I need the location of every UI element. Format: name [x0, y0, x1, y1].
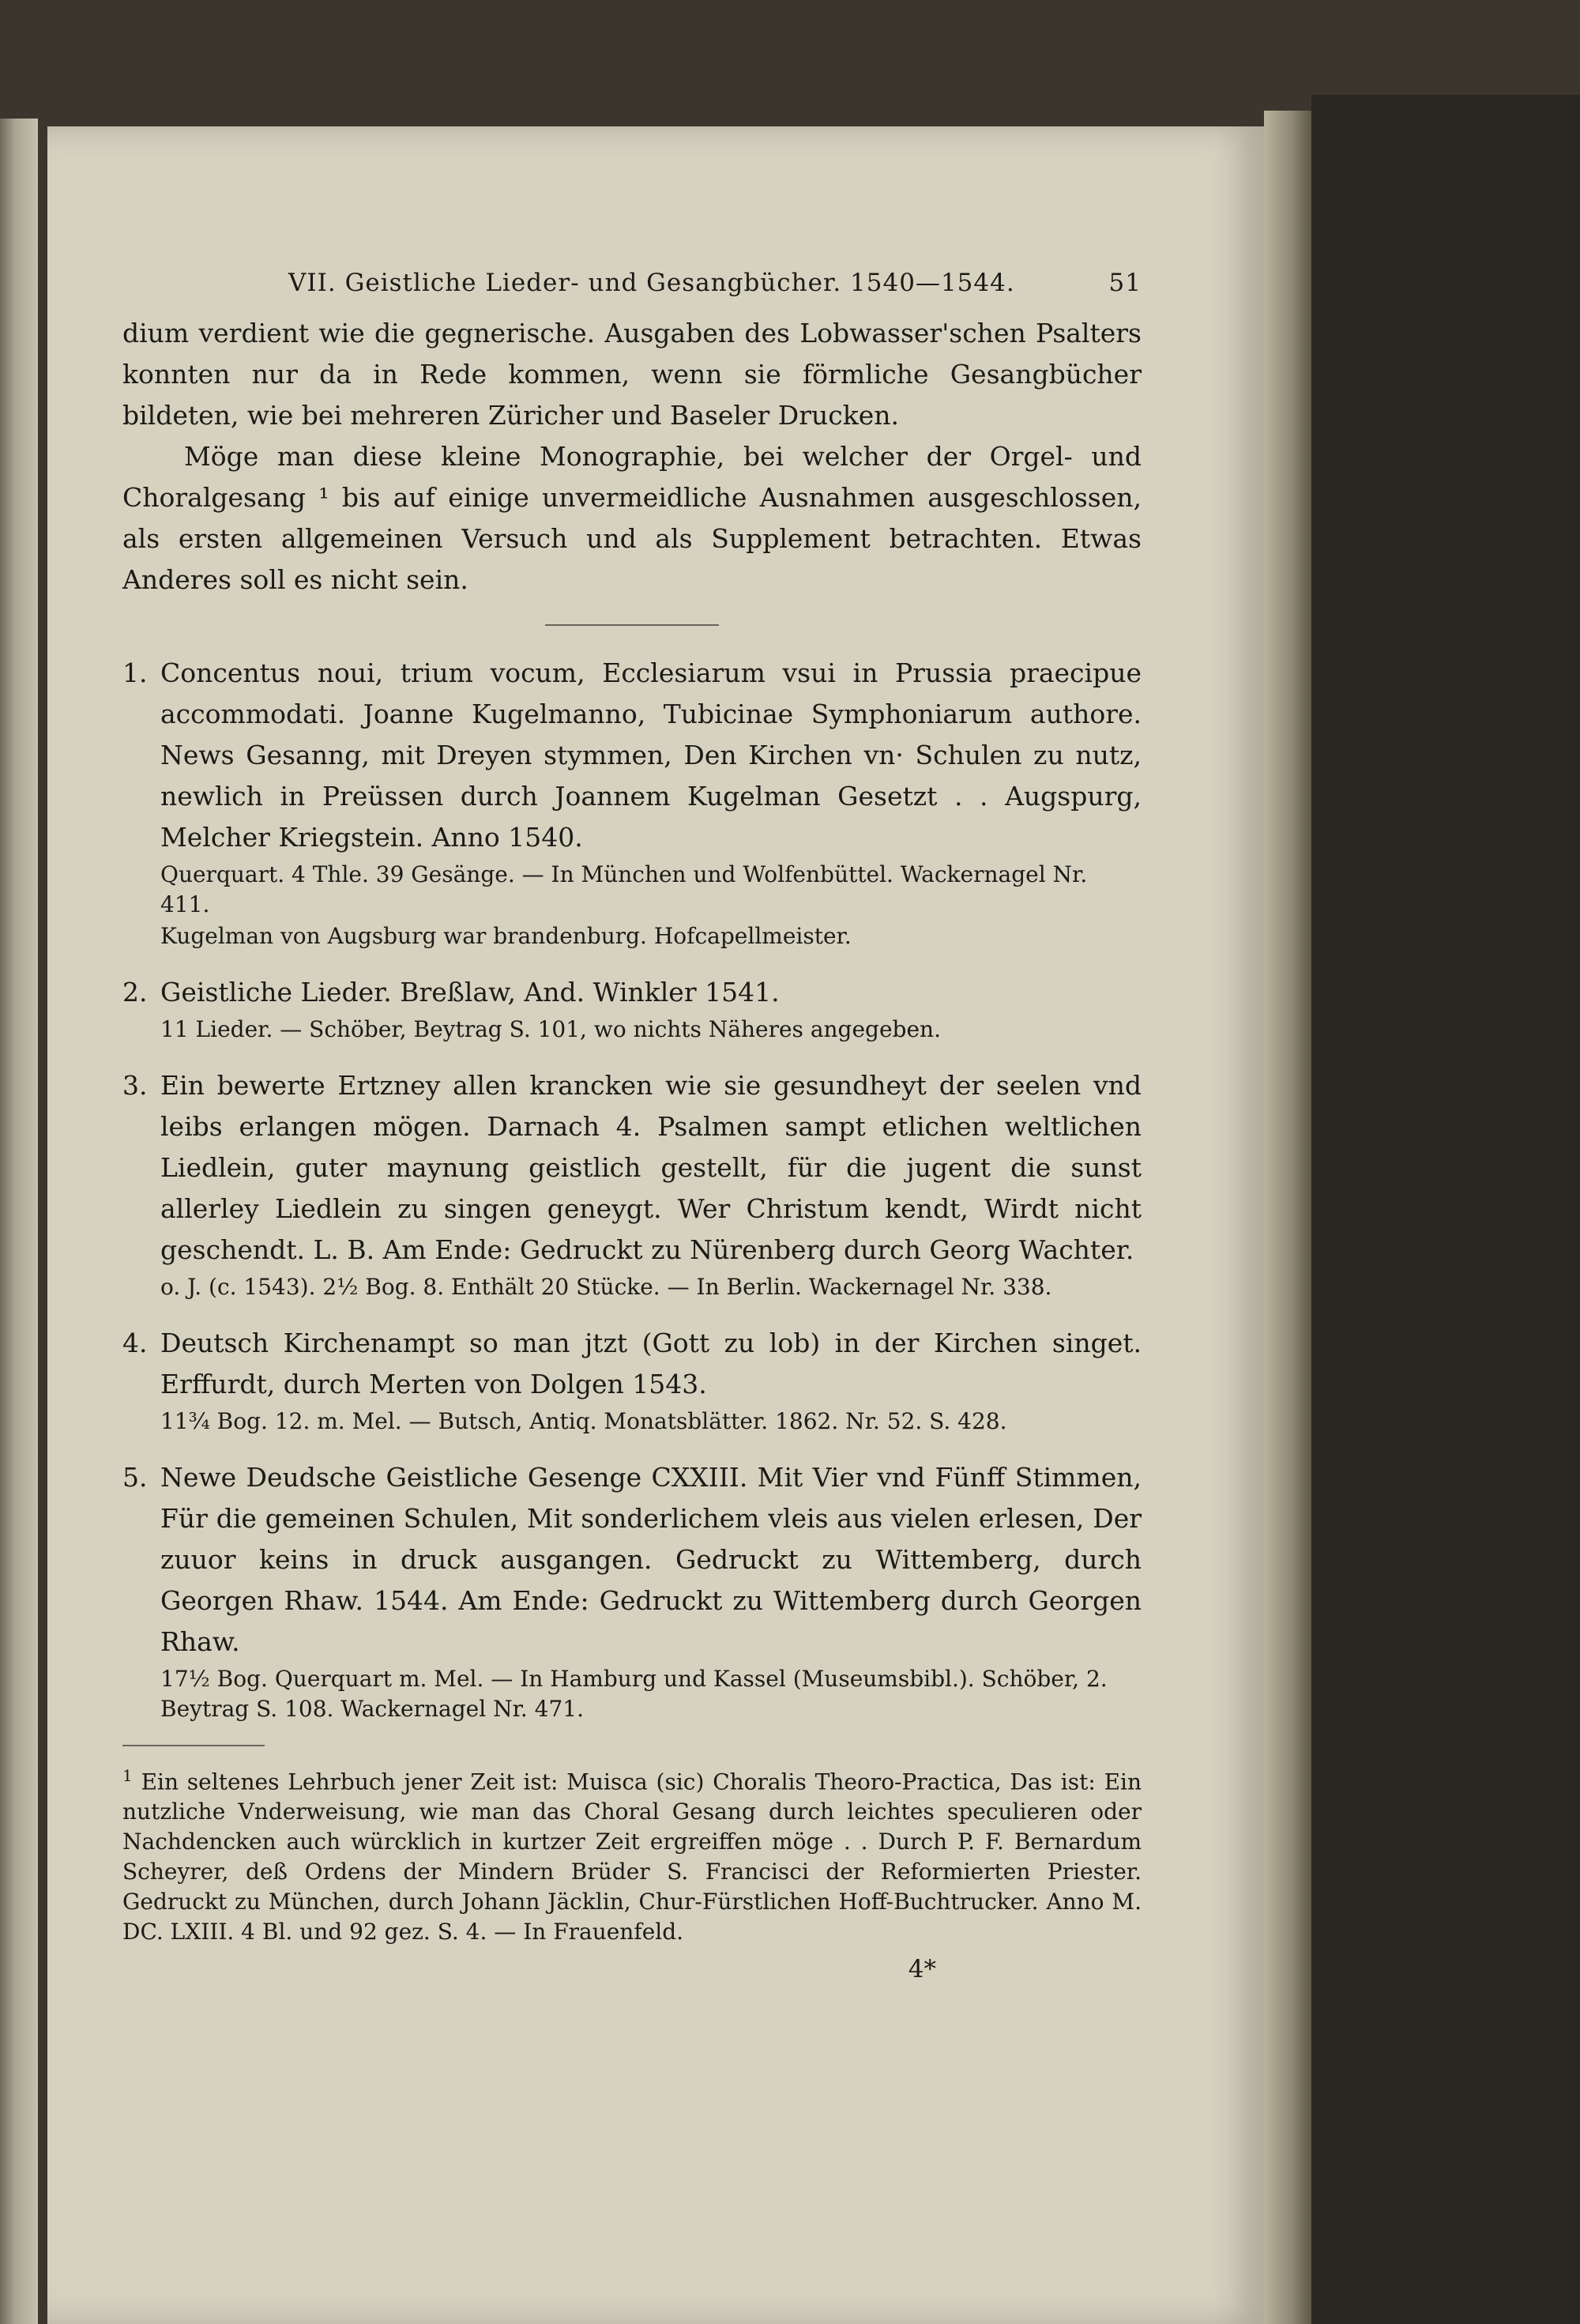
bibliography-entry [122, 1065, 1142, 1302]
entry-note: Querquart. 4 Thle. 39 Gesänge. — In München und Wolfenbüttel. Wackernagel Nr. 411. [160, 861, 1088, 917]
facing-page-edge [0, 119, 38, 2324]
running-title: VII. Geistliche Lieder- und Gesangbücher. 1540—1544. [288, 269, 1015, 297]
page-gutter [1264, 111, 1311, 2324]
signature-mark: 4* [908, 1955, 936, 1984]
entry-note: o. J. (c. 1543). 2½ Bog. 8. Enthält 20 Stücke. — In Berlin. Wackernagel Nr. 338. [160, 1274, 1052, 1300]
footnote-text: Ein seltenes Lehrbuch jener Zeit ist: Muisca (sic) Choralis Theoro-Practica, Das ist: Ein nutzliche Vnderweisung, wie man das Choral Gesang durch leichtes speculieren oder Nachdencken auch würcklich in kurtzer Zeit ergreiffen möge . . Durch P. F. Bernardum Scheyrer, deß Ordens der Mindern Brüder S. Francisci der Reformierten Priester. Gedruckt zu München, durch Johann Jäcklin, Chur-Fürstlichen Hoff-Buchtrucker. Anno M. DC. LXIII. 4 Bl. und 92 gez. S. 4. — In Frauenfeld. [122, 1768, 1142, 1945]
intro-paragraph: dium verdient wie die gegnerische. Ausgaben des Lobwasser'schen Psalters konnten nur da in Rede kommen, wenn sie förmliche Gesangbücher bildeten, wie bei mehreren Züricher und Baseler Drucken. [122, 318, 1142, 431]
bibliography-entry [122, 1323, 1142, 1437]
entry-number: 3. [122, 1070, 148, 1101]
entry-note: Kugelman von Augsburg war brandenburg. Hofcapellmeister. [160, 923, 852, 949]
page-number: 51 [1108, 269, 1142, 297]
footnote-marker: 1 [122, 1766, 133, 1785]
footnote-divider [122, 1745, 265, 1746]
entry-text: Concentus noui, trium vocum, Ecclesiarum vsui in Prussia praecipue accommodati. Joanne Kugelmanno, Tubicinae Symphoniarum authore. News Gesanng, mit Dreyen stymmen, Den Kirchen vn· Schulen zu nutz, newlich in Preüssen durch Joannem Kugelman Gesetzt . . Augspurg, Melcher Kriegstein. Anno 1540. [160, 657, 1142, 853]
entry-text: Geistliche Lieder. Breßlaw, And. Winkler 1541. [160, 977, 780, 1008]
footnote [122, 1761, 1142, 1947]
entry-number: 1. [122, 657, 148, 688]
running-header [122, 269, 1142, 308]
bibliography-entry [122, 972, 1142, 1045]
entry-text: Newe Deudsche Geistliche Gesenge CXXIII. Mit Vier vnd Fünff Stimmen, Für die gemeinen Schulen, Mit sonderlichem vleis aus vielen erlesen, Der zuuor keins in druck ausgangen. Gedruckt zu Wittemberg, durch Georgen Rhaw. 1544. Am Ende: Gedruckt zu Wittemberg durch Georgen Rhaw. [160, 1462, 1142, 1657]
entry-text: Deutsch Kirchenampt so man jtzt (Gott zu lob) in der Kirchen singet. Erffurdt, durch Merten von Dolgen 1543. [160, 1328, 1142, 1399]
bibliography-entry [122, 1457, 1142, 1724]
entry-number: 4. [122, 1328, 148, 1358]
entry-number: 2. [122, 977, 148, 1008]
intro-paragraph: Möge man diese kleine Monographie, bei welcher der Orgel- und Choralgesang ¹ bis auf einige unvermeidliche Ausnahmen ausgeschlossen, als ersten allgemeinen Versuch und als Supplement betrachten. Etwas Anderes soll es nicht sein. [122, 441, 1142, 595]
section-divider [545, 624, 719, 626]
bibliography-entry [122, 653, 1142, 951]
page-content [122, 269, 1142, 1983]
entry-note: 11 Lieder. — Schöber, Beytrag S. 101, wo nichts Näheres angegeben. [160, 1016, 941, 1042]
entry-number: 5. [122, 1462, 148, 1493]
entry-note: 11¾ Bog. 12. m. Mel. — Butsch, Antiq. Monatsblätter. 1862. Nr. 52. S. 428. [160, 1408, 1007, 1434]
entry-note: 17½ Bog. Querquart m. Mel. — In Hamburg und Kassel (Museumsbibl.). Schöber, 2. Beytrag S. 108. Wackernagel Nr. 471. [160, 1666, 1108, 1722]
entry-text: Ein bewerte Ertzney allen krancken wie sie gesundheyt der seelen vnd leibs erlangen mögen. Darnach 4. Psalmen sampt etlichen weltlichen Liedlein, guter maynung geistlich gestellt, für die jugent die sunst allerley Liedlein zu singen geneygt. Wer Christum kendt, Wirdt nicht geschendt. L. B. Am Ende: Gedruckt zu Nürenberg durch Georg Wachter. [160, 1070, 1142, 1265]
background-strip [1311, 95, 1580, 2324]
